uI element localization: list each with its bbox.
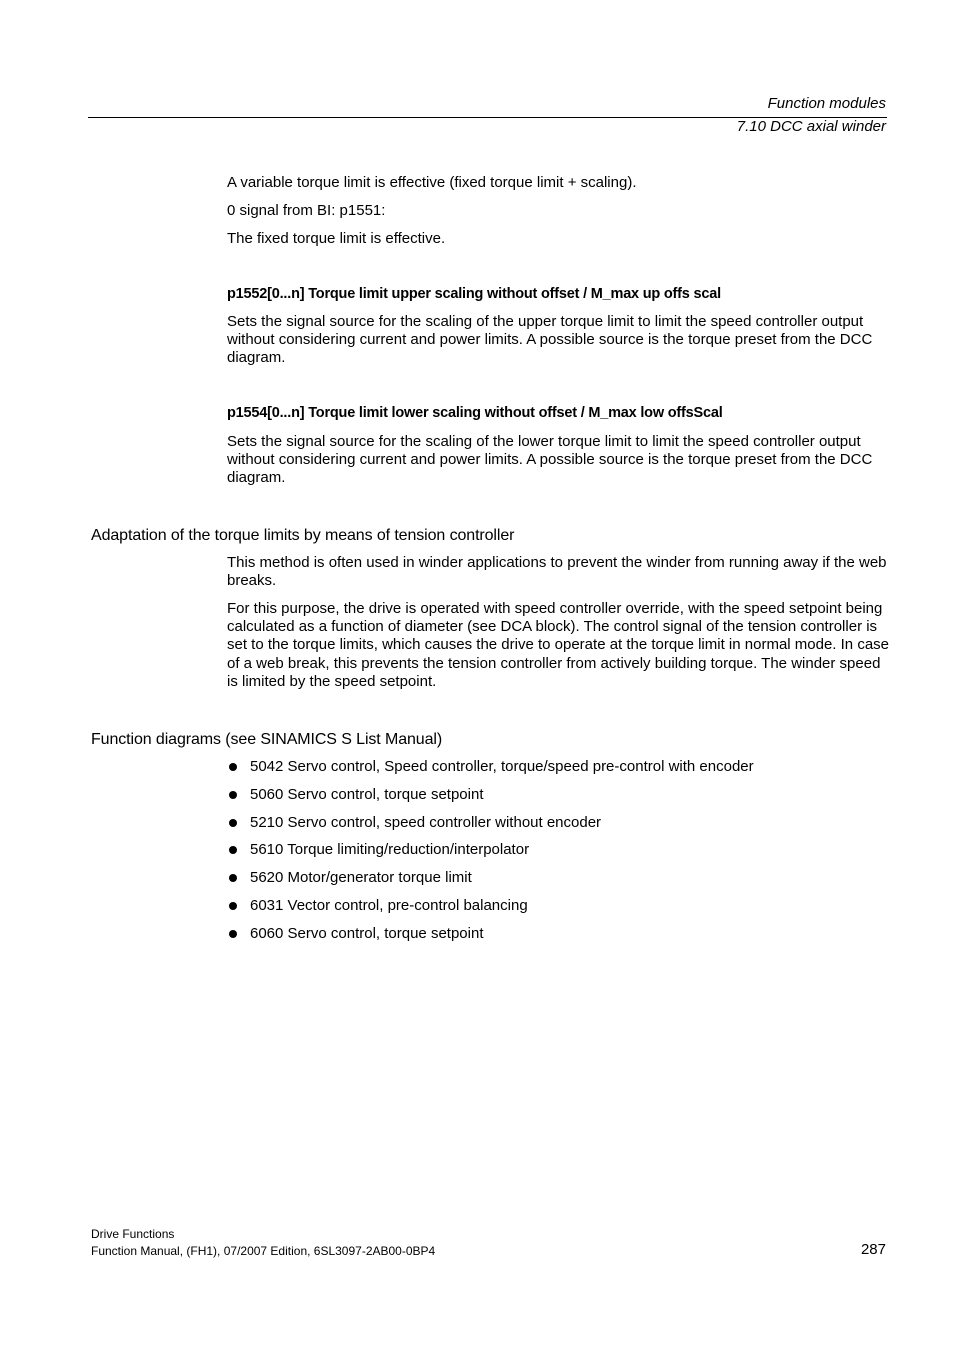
list-item	[227, 785, 889, 813]
adaptation-para-1: This method is often used in winder applications to prevent the winder from running away if the web breaks.	[227, 554, 887, 590]
list-item-text: 5042 Servo control, Speed controller, torque/speed pre-control with encoder	[250, 758, 754, 775]
param-p1552-title: p1552[0...n] Torque limit upper scaling without offset / M_max up offs scal	[227, 286, 721, 302]
footer-edition: Function Manual, (FH1), 07/2007 Edition, 6SL3097-2AB00-0BP4	[91, 1244, 436, 1258]
list-item	[227, 840, 889, 868]
list-item-text: 6031 Vector control, pre-control balancing	[250, 896, 528, 914]
list-item-text: 5620 Motor/generator torque limit	[250, 869, 472, 887]
bullet-icon	[229, 874, 237, 882]
list-item-text: 5060 Servo control, torque setpoint	[250, 785, 484, 803]
bullet-icon	[229, 763, 237, 771]
bullet-icon	[229, 791, 237, 799]
function-diagrams-list	[227, 757, 889, 952]
intro-line-2: 0 signal from BI: p1551:	[227, 202, 386, 219]
list-item	[227, 813, 889, 841]
header-chapter: Function modules	[767, 95, 886, 112]
param-p1554-title: p1554[0...n] Torque limit lower scaling without offset / M_max low offsScal	[227, 405, 723, 421]
bullet-icon	[229, 846, 237, 854]
bullet-icon	[229, 930, 237, 938]
list-item-text: 5210 Servo control, speed controller without encoder	[250, 813, 602, 831]
header-section: 7.10 DCC axial winder	[736, 118, 886, 135]
function-diagrams-heading: Function diagrams (see SINAMICS S List Manual)	[91, 731, 443, 748]
list-item	[227, 924, 889, 952]
list-item	[227, 896, 889, 924]
adaptation-para-2: For this purpose, the drive is operated with speed controller override, with the speed setpoint being calculated as a function of diameter (see DCA block). The control signal of the tension controller is set to the torque limits, which causes the drive to operate at the torque limit in normal mode. In case of a web break, this prevents the tension controller from actively building torque. The winder speed is limited by the speed setpoint.	[227, 600, 889, 690]
intro-line-3: The fixed torque limit is effective.	[227, 230, 446, 247]
list-item-text: 5610 Torque limiting/reduction/interpolator	[250, 841, 530, 859]
intro-line-1: A variable torque limit is effective (fixed torque limit + scaling).	[227, 174, 637, 191]
param-p1554-text: Sets the signal source for the scaling of the lower torque limit to limit the speed controller output without considering current and power limits. A possible source is the torque preset from the DCC diagram.	[227, 433, 873, 487]
param-p1552-text: Sets the signal source for the scaling of the upper torque limit to limit the speed controller output without considering current and power limits. A possible source is the torque preset from the DCC diagram.	[227, 313, 873, 367]
list-item	[227, 757, 889, 785]
footer-title: Drive Functions	[91, 1227, 175, 1241]
list-item-text: 6060 Servo control, torque setpoint	[250, 924, 484, 942]
adaptation-heading: Adaptation of the torque limits by means of tension controller	[91, 527, 515, 544]
bullet-icon	[229, 819, 237, 827]
bullet-icon	[229, 902, 237, 910]
list-item	[227, 868, 889, 896]
page-number: 287	[860, 1241, 886, 1258]
